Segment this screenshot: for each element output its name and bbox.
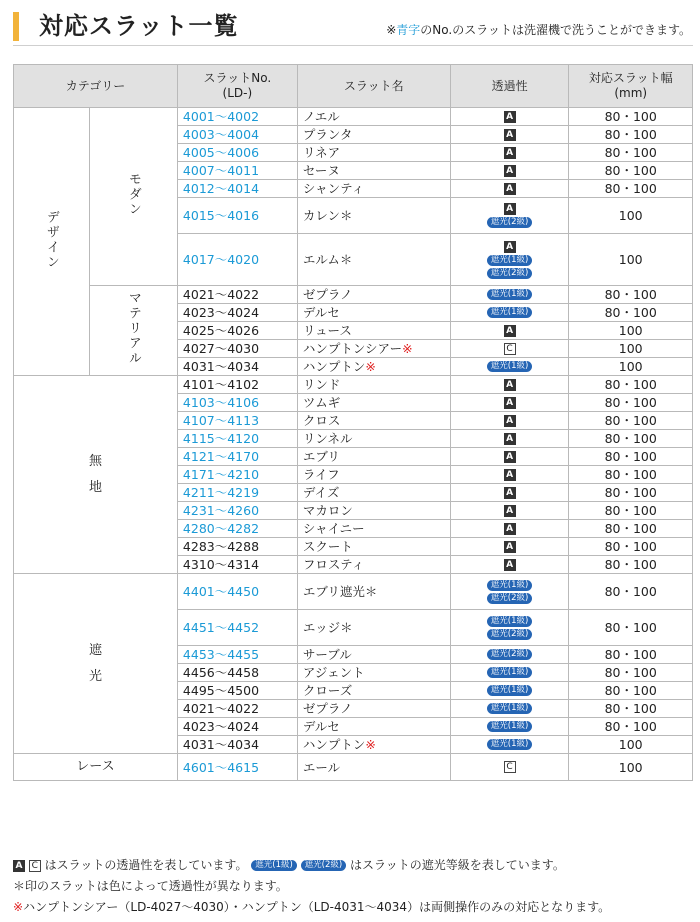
slat-width: 80・100	[569, 484, 693, 502]
slat-name	[297, 198, 450, 234]
legend-shade-text: はスラットの遮光等級を表しています。	[350, 858, 565, 872]
category-material-label: マテリアル	[125, 291, 141, 366]
slat-number: 4005～4006	[177, 144, 297, 162]
slat-name-text: サーブル	[302, 647, 352, 662]
slat-name-text: エッジ＊	[302, 620, 353, 635]
slat-width: 80・100	[569, 144, 693, 162]
transparency-cell	[450, 448, 569, 466]
slat-name	[297, 376, 450, 394]
transparency-a-icon: A	[504, 397, 516, 409]
transparency-cell	[450, 664, 569, 682]
slat-width: 80・100	[569, 502, 693, 520]
slat-number: 4231～4260	[177, 502, 297, 520]
slat-width: 80・100	[569, 286, 693, 304]
transparency-cell	[450, 466, 569, 484]
slat-width: 80・100	[569, 574, 693, 610]
washable-note	[386, 21, 691, 38]
transparency-cell	[450, 574, 569, 610]
slat-name	[297, 538, 450, 556]
slat-number: 4495～4500	[177, 682, 297, 700]
transparency-cell	[450, 556, 569, 574]
slat-name	[297, 736, 450, 754]
slat-name	[297, 646, 450, 664]
slat-name-text: ハンプトンシアー	[302, 341, 403, 356]
transparency-cell	[450, 234, 569, 286]
shade-grade-badge: 遮光(1級)	[487, 289, 533, 300]
transparency-a-icon: A	[504, 129, 516, 141]
slat-name-text: ノエル	[302, 109, 340, 124]
slat-name	[297, 286, 450, 304]
table-row	[14, 286, 693, 304]
slat-number: 4280～4282	[177, 520, 297, 538]
slat-number: 4017～4020	[177, 234, 297, 286]
slat-name	[297, 466, 450, 484]
transparency-c-icon: C	[504, 343, 516, 355]
header-transparency: 透過性	[450, 65, 569, 108]
slat-number: 4031～4034	[177, 358, 297, 376]
slat-name	[297, 664, 450, 682]
shade-grade-badge: 遮光(1級)	[487, 721, 533, 732]
transparency-a-icon: A	[504, 487, 516, 499]
slat-name	[297, 162, 450, 180]
slat-number: 4001～4002	[177, 108, 297, 126]
slat-number: 4012～4014	[177, 180, 297, 198]
shade-grade-badge: 遮光(1級)	[487, 685, 533, 696]
slat-number: 4021～4022	[177, 700, 297, 718]
page-title: 対応スラット一覧	[39, 12, 239, 40]
slat-name-text: ゼプラノ	[302, 701, 353, 716]
transparency-cell	[450, 286, 569, 304]
slat-name-text: エール	[302, 759, 341, 775]
shade-grade-badge: 遮光(1級)	[487, 739, 533, 750]
slat-width: 80・100	[569, 682, 693, 700]
slat-width: 80・100	[569, 180, 693, 198]
transparency-a-icon: A	[504, 111, 516, 123]
slat-name-text: エブリ遮光＊	[302, 584, 378, 599]
slat-name	[297, 412, 450, 430]
transparency-a-icon: A	[504, 469, 516, 481]
header-slat-name: スラット名	[297, 65, 450, 108]
table-row	[14, 108, 693, 126]
legend-c-icon: C	[29, 860, 41, 872]
footer-asterisk-note: ＊印のスラットは色によって透過性が異なります。	[13, 879, 288, 893]
slat-number: 4121～4170	[177, 448, 297, 466]
category-plain	[14, 376, 178, 574]
category-material	[89, 286, 177, 376]
transparency-cell	[450, 538, 569, 556]
slat-name-text: デイズ	[302, 485, 340, 500]
table-row	[14, 376, 693, 394]
slat-name	[297, 126, 450, 144]
transparency-cell	[450, 484, 569, 502]
slat-width: 100	[569, 358, 693, 376]
page-header	[13, 8, 693, 44]
transparency-a-icon: A	[504, 523, 516, 535]
transparency-cell	[450, 754, 569, 781]
transparency-a-icon: A	[504, 379, 516, 391]
header-width-line1: 対応スラット幅	[588, 71, 673, 85]
transparency-a-icon: A	[504, 451, 516, 463]
category-modern	[89, 108, 177, 286]
category-modern-label: モダン	[125, 172, 141, 217]
slat-name-text: シャイニー	[302, 521, 365, 536]
transparency-a-icon: A	[504, 505, 516, 517]
slat-name	[297, 682, 450, 700]
slat-width: 80・100	[569, 718, 693, 736]
transparency-a-icon: A	[504, 241, 516, 253]
transparency-cell	[450, 412, 569, 430]
category-design-label: デザイン	[43, 209, 59, 270]
category-design	[14, 108, 90, 376]
footer-hampton-note	[13, 898, 610, 915]
transparency-a-icon: A	[504, 415, 516, 427]
slat-name-text: ツムギ	[302, 395, 341, 410]
shade-grade-badge: 遮光(1級)	[487, 703, 533, 714]
slat-width: 80・100	[569, 162, 693, 180]
transparency-cell	[450, 340, 569, 358]
category-blackout	[14, 574, 178, 754]
transparency-cell	[450, 108, 569, 126]
slat-number: 4007～4011	[177, 162, 297, 180]
slat-name	[297, 108, 450, 126]
slat-name	[297, 502, 450, 520]
shade-grade-badge: 遮光(1級)	[487, 667, 533, 678]
slat-name-text: リネア	[302, 145, 341, 160]
table-row	[14, 754, 693, 781]
slat-width: 80・100	[569, 304, 693, 322]
legend-transparency-text: はスラットの透過性を表しています。	[44, 858, 248, 872]
transparency-cell	[450, 700, 569, 718]
slat-width: 80・100	[569, 448, 693, 466]
shade-grade-badge: 遮光(1級)	[487, 580, 533, 591]
transparency-cell	[450, 304, 569, 322]
slat-width: 100	[569, 234, 693, 286]
header-category: カテゴリー	[14, 65, 178, 108]
slat-number: 4027～4030	[177, 340, 297, 358]
slat-number: 4171～4210	[177, 466, 297, 484]
slat-width: 100	[569, 736, 693, 754]
transparency-a-icon: A	[504, 147, 516, 159]
slat-name	[297, 520, 450, 538]
slat-name-text: エルム＊	[302, 252, 353, 267]
transparency-a-icon: A	[504, 203, 516, 215]
slat-name-text: マカロン	[302, 503, 353, 518]
slat-width: 80・100	[569, 520, 693, 538]
slat-number: 4003～4004	[177, 126, 297, 144]
slat-number: 4015～4016	[177, 198, 297, 234]
slat-number: 4021～4022	[177, 286, 297, 304]
transparency-cell	[450, 394, 569, 412]
transparency-cell	[450, 646, 569, 664]
slat-name-text: クローズ	[302, 683, 353, 698]
slat-number: 4115～4120	[177, 430, 297, 448]
slat-name-text: エブリ	[302, 449, 340, 464]
note-prefix: ※	[386, 23, 397, 37]
slat-name-text: アジェント	[302, 665, 365, 680]
hampton-note-text: ハンプトンシアー（LD-4027～4030）・ハンプトン（LD-4031～4034）は両側操作のみの対応となります。	[23, 900, 611, 914]
slat-name-text: リンネル	[302, 431, 353, 446]
shade-grade-badge: 遮光(1級)	[487, 616, 533, 627]
slat-name-text: ゼプラノ	[302, 287, 353, 302]
slat-width: 80・100	[569, 556, 693, 574]
header-width-line2: (mm)	[614, 86, 648, 100]
header-slat-no-line2: (LD-)	[222, 86, 253, 100]
hampton-mark: ※	[13, 900, 24, 914]
slat-name	[297, 234, 450, 286]
transparency-cell	[450, 144, 569, 162]
slat-name-text: クロス	[302, 413, 341, 428]
category-plain-label: 地	[88, 479, 102, 495]
transparency-cell	[450, 520, 569, 538]
slat-name	[297, 358, 450, 376]
slat-name	[297, 144, 450, 162]
shade-grade-badge: 遮光(2級)	[487, 629, 533, 640]
transparency-cell	[450, 682, 569, 700]
slat-name	[297, 394, 450, 412]
slat-name	[297, 180, 450, 198]
slat-name-text: スクート	[302, 539, 353, 554]
header-slat-no	[177, 65, 297, 108]
slat-name	[297, 718, 450, 736]
category-blackout-label: 遮	[88, 642, 102, 658]
slat-width: 80・100	[569, 394, 693, 412]
slat-number: 4211～4219	[177, 484, 297, 502]
transparency-a-icon: A	[504, 165, 516, 177]
slat-width: 80・100	[569, 646, 693, 664]
slat-name	[297, 556, 450, 574]
hampton-mark: ※	[365, 359, 376, 374]
slat-name-text: リュース	[302, 323, 352, 338]
slat-name	[297, 448, 450, 466]
slat-width: 80・100	[569, 610, 693, 646]
table-header-row	[14, 65, 693, 108]
shade-grade-badge: 遮光(2級)	[487, 268, 533, 279]
slat-name	[297, 610, 450, 646]
category-blackout-label: 光	[88, 668, 102, 684]
slat-number: 4023～4024	[177, 304, 297, 322]
transparency-cell	[450, 502, 569, 520]
slat-number: 4025～4026	[177, 322, 297, 340]
transparency-a-icon: A	[504, 559, 516, 571]
slat-width: 100	[569, 754, 693, 781]
footer-legend	[13, 856, 565, 873]
slat-name-text: デルセ	[302, 719, 340, 734]
slat-name	[297, 754, 450, 781]
slat-number: 4107～4113	[177, 412, 297, 430]
transparency-cell	[450, 322, 569, 340]
slat-number: 4310～4314	[177, 556, 297, 574]
legend-a-icon: A	[13, 860, 25, 872]
slat-name-text: フロスティ	[302, 557, 365, 572]
shade-grade-badge: 遮光(1級)	[487, 255, 533, 266]
hampton-mark: ※	[365, 737, 376, 752]
note-suffix: のNo.のスラットは洗濯機で洗うことができます。	[420, 23, 691, 37]
slat-number: 4601～4615	[177, 754, 297, 781]
slat-name-text: ハンプトン	[302, 737, 366, 752]
shade-grade-badge: 遮光(2級)	[487, 649, 533, 660]
slat-width: 80・100	[569, 538, 693, 556]
slat-number: 4031～4034	[177, 736, 297, 754]
transparency-a-icon: A	[504, 325, 516, 337]
transparency-c-icon: C	[504, 761, 516, 773]
shade-grade-badge: 遮光(1級)	[487, 361, 533, 372]
slat-number: 4456～4458	[177, 664, 297, 682]
table-row	[14, 574, 693, 610]
header-slat-no-line1: スラットNo.	[203, 71, 272, 85]
slat-width: 80・100	[569, 664, 693, 682]
slat-width: 80・100	[569, 376, 693, 394]
slat-name-text: リンド	[302, 377, 341, 392]
slat-number: 4101～4102	[177, 376, 297, 394]
slat-width: 100	[569, 340, 693, 358]
transparency-cell	[450, 126, 569, 144]
slat-width: 80・100	[569, 700, 693, 718]
transparency-a-icon: A	[504, 433, 516, 445]
slat-width: 80・100	[569, 108, 693, 126]
note-blue-text: 青字	[396, 23, 421, 37]
slat-number: 4023～4024	[177, 718, 297, 736]
transparency-cell	[450, 430, 569, 448]
transparency-cell	[450, 376, 569, 394]
slat-name	[297, 304, 450, 322]
slat-width: 80・100	[569, 126, 693, 144]
slat-width: 100	[569, 198, 693, 234]
category-plain-label: 無	[88, 453, 102, 469]
transparency-cell	[450, 358, 569, 376]
legend-shade2-badge: 遮光(2級)	[301, 860, 347, 871]
slat-name	[297, 484, 450, 502]
category-lace-label: レース	[76, 759, 115, 774]
shade-grade-badge: 遮光(2級)	[487, 217, 533, 228]
transparency-cell	[450, 162, 569, 180]
slat-name-text: セーヌ	[302, 163, 340, 178]
transparency-a-icon: A	[504, 541, 516, 553]
shade-grade-badge: 遮光(1級)	[487, 307, 533, 318]
category-lace	[14, 754, 178, 781]
header-width	[569, 65, 693, 108]
transparency-cell	[450, 736, 569, 754]
slat-width: 80・100	[569, 466, 693, 484]
title-accent-bar	[13, 12, 19, 41]
slat-name-text: プランタ	[302, 127, 353, 142]
slat-table	[13, 64, 693, 781]
slat-name-text: ハンプトン	[302, 359, 366, 374]
slat-name	[297, 574, 450, 610]
slat-number: 4401～4450	[177, 574, 297, 610]
slat-name-text: ライフ	[302, 467, 340, 482]
slat-name-text: デルセ	[302, 305, 340, 320]
slat-name	[297, 700, 450, 718]
slat-width: 80・100	[569, 412, 693, 430]
slat-width: 80・100	[569, 430, 693, 448]
header-divider	[13, 45, 693, 46]
slat-name	[297, 430, 450, 448]
slat-number: 4453～4455	[177, 646, 297, 664]
transparency-a-icon: A	[504, 183, 516, 195]
slat-number: 4451～4452	[177, 610, 297, 646]
shade-grade-badge: 遮光(2級)	[487, 593, 533, 604]
slat-name-text: カレン＊	[302, 208, 353, 223]
slat-name	[297, 322, 450, 340]
slat-width: 100	[569, 322, 693, 340]
slat-number: 4283～4288	[177, 538, 297, 556]
slat-name	[297, 340, 450, 358]
hampton-mark: ※	[402, 341, 413, 356]
legend-shade1-badge: 遮光(1級)	[251, 860, 297, 871]
transparency-cell	[450, 610, 569, 646]
transparency-cell	[450, 718, 569, 736]
slat-number: 4103～4106	[177, 394, 297, 412]
slat-name-text: シャンティ	[302, 181, 365, 196]
transparency-cell	[450, 180, 569, 198]
transparency-cell	[450, 198, 569, 234]
